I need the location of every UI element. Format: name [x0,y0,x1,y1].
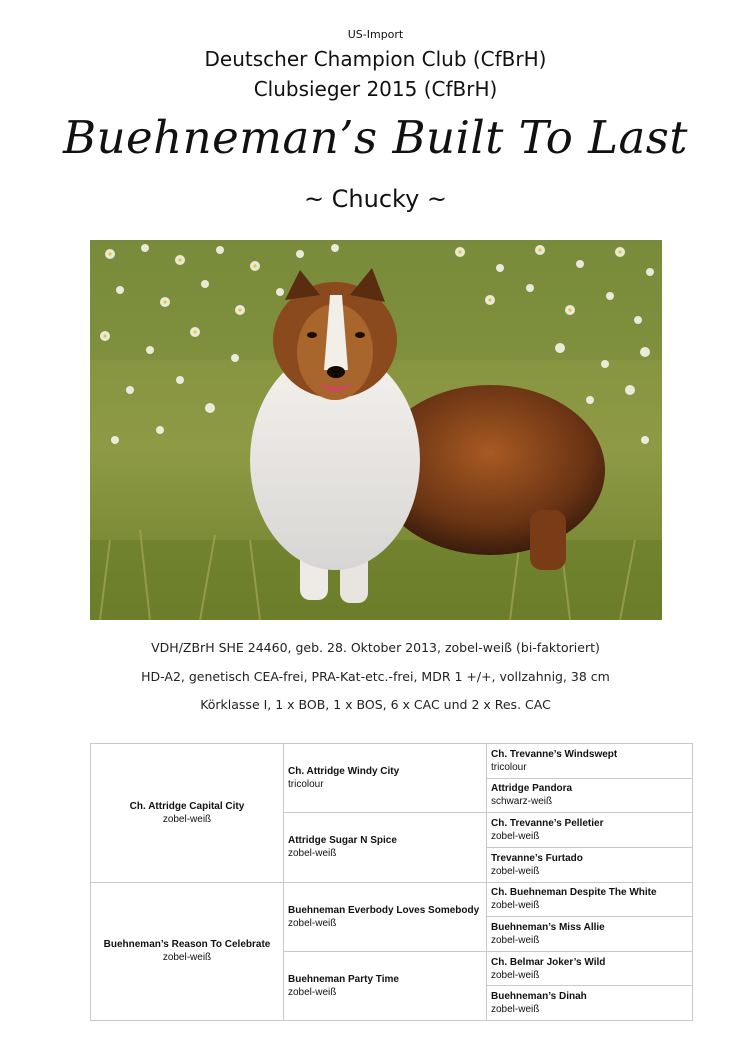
grandparent-name: Attridge Sugar N Spice [288,835,397,847]
sire-color: zobel-weiß [162,813,212,825]
pedigree-sire-cell [91,744,284,883]
pedigree-gp-cell [284,882,487,951]
import-label: US-Import [347,28,404,41]
great-grandparent-name: Ch. Trevanne’s Windswept [491,748,618,760]
pedigree-ggp-cell [487,917,693,952]
grandparent-name: Buehneman Everbody Loves Somebody [288,904,480,916]
pedigree-gp-cell [284,813,487,882]
great-grandparent-color: zobel-weiß [491,865,540,877]
pedigree-ggp-cell [487,986,693,1021]
health-details: HD-A2, genetisch CEA-frei, PRA-Kat-etc.-frei, MDR 1 +/+, vollzahnig, 38 cm [141,669,610,684]
great-grandparent-color: zobel-weiß [491,934,540,946]
grandparent-name: Ch. Attridge Windy City [288,766,400,778]
pedigree-ggp-cell [487,951,693,986]
grandparent-color: zobel-weiß [288,917,337,929]
pedigree-dam-cell [91,882,284,1021]
pedigree-ggp-cell [487,813,693,848]
great-grandparent-color: zobel-weiß [491,1004,540,1016]
pedigree-ggp-cell [487,778,693,813]
pedigree-gp-cell [284,951,487,1020]
show-results: Körklasse I, 1 x BOB, 1 x BOS, 6 x CAC und 2 x Res. CAC [200,697,551,712]
great-grandparent-color: zobel-weiß [491,900,540,912]
dog-name: Buehneman’s Built To Last [63,111,688,164]
pedigree-table [90,743,693,1021]
dog-photo [90,240,662,620]
great-grandparent-color: tricolour [491,761,527,773]
dam-color: zobel-weiß [162,952,212,964]
great-grandparent-name: Trevanne’s Furtado [491,852,583,864]
great-grandparent-name: Buehneman’s Dinah [491,991,587,1003]
title-line-1: Deutscher Champion Club (CfBrH) [204,47,547,71]
grandparent-name: Buehneman Party Time [288,973,399,985]
title-line-2: Clubsieger 2015 (CfBrH) [253,77,498,101]
great-grandparent-color: zobel-weiß [491,831,540,843]
pedigree-ggp-cell [487,882,693,917]
grandparent-color: zobel-weiß [288,848,337,860]
great-grandparent-color: zobel-weiß [491,969,540,981]
call-name: ~ Chucky ~ [303,185,448,213]
great-grandparent-name: Attridge Pandora [491,783,573,795]
pedigree-ggp-cell [487,847,693,882]
grandparent-color: tricolour [288,779,324,791]
registration-details: VDH/ZBrH SHE 24460, geb. 28. Oktober 2013, zobel-weiß (bi-faktoriert) [151,640,600,655]
great-grandparent-name: Ch. Buehneman Despite The White [491,887,657,899]
great-grandparent-color: schwarz-weiß [491,796,553,808]
great-grandparent-name: Buehneman’s Miss Allie [491,921,605,933]
great-grandparent-name: Ch. Trevanne’s Pelletier [491,818,604,830]
pedigree-gp-cell [284,744,487,813]
pedigree-ggp-cell [487,744,693,779]
dam-name: Buehneman’s Reason To Celebrate [103,939,271,951]
sire-name: Ch. Attridge Capital City [129,800,245,812]
great-grandparent-name: Ch. Belmar Joker’s Wild [491,956,606,968]
grandparent-color: zobel-weiß [288,986,337,998]
